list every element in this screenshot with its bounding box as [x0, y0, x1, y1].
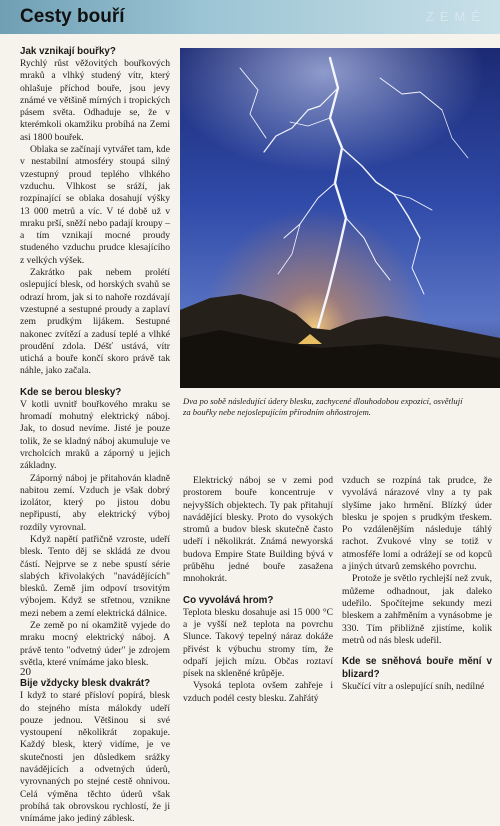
- paragraph: Když napětí patřičně vzroste, udeří blesk. Tento děj se skládá ze dvou částí. Nejprve se z nebe spustí série slabých křivolakých "navádějících" blesků. Země jim odpoví trsovitým výbojem. Když se střetnou, vznikne mezi nebem a zemí elektrická dálnice.: [20, 533, 170, 619]
- paragraph: Vysoká teplota ovšem zahřeje i vzduch podél cesty blesku. Zahřátý: [183, 680, 333, 704]
- paragraph: Teplota blesku dosahuje asi 15 000 °C a je vyšší než teplota na povrchu Slunce. Takový tepelný náraz dokáže přivést k výbuchu stromy tím, že odpaří jejich mízu. Občas roztaví písek na skleněné krůpěje.: [183, 606, 333, 680]
- lightning-illustration: [180, 48, 500, 388]
- column-middle: [183, 475, 333, 705]
- paragraph: I když to staré přísloví popírá, blesk do stejného místa málokdy udeří pouze jednou. Většinou si své vystoupení několikrát zopakuje. Každý blesk, který vidíme, je ve skutečnosti jen důsledkem srážky navádějících a odvetných úderů, vyrovnaných po stejné cestě ohnivou. Celá výměna těchto úderů však probíhá tak obrovskou rychlostí, že ji vnímáme jako jediný záblesk.: [20, 690, 170, 825]
- paragraph: Záporný náboj je přitahován kladně nabitou zemí. Vzduch je však dobrý izolátor, který po jistou dobu nepřipustí, aby elektrický výboj rozdíly vyrovnal.: [20, 472, 170, 533]
- paragraph: Rychlý růst věžovitých bouřkových mraků a vlhký studený vítr, který ohlašuje příchod bouře, jsou jevy známé ve většině mírných i tropických pásem světa. Odhaduje se, že v kterémkoli okamžiku probíhá na Zemi asi 1800 bouřek.: [20, 58, 170, 143]
- heading-where-lightning-comes-from: Kde se berou blesky?: [20, 386, 122, 398]
- paragraph: Zakrátko pak nebem prolétí oslepující blesk, od horských svahů se odrazí hrom, jak si to nahoře rozdávají vzestupné a sestupné proudy a zaplaví zem prudkým lijákem. Sestupné nakonec zvítězí a zadusí teplé a vlhké proudění zdola. Déšť ustává, vítr utichá a bouře končí skoro právě tak náhle, jako začala.: [20, 267, 170, 377]
- heading-what-causes-thunder: Co vyvolává hrom?: [183, 594, 274, 606]
- ghost-header: ZEMĚ: [425, 9, 486, 24]
- paragraph: vzduch se rozpíná tak prudce, že vyvolává nárazové vlny a ty pak slyšíme jako hrmění. Blízký úder blesku je spojen s prudkým třeskem. Po vzdálenějším následuje táhlý rachot. Zvukové vlny se totiž v atmosféře lomí a odrážejí se od kopců a jiných útvarů zemského povrchu.: [342, 475, 492, 573]
- page-title: Cesty bouří: [20, 6, 125, 27]
- heading-blizzard: Kde se sněhová bouře mění v blizard?: [342, 656, 492, 681]
- photo-caption: Dva po sobě následující údery blesku, zachycené dlouhodobou expozicí, osvětlují za bouřky nebe nejoslepujícím přírodním ohňostrojem.: [183, 396, 463, 417]
- paragraph: V kotli uvnitř bouřkového mraku se hromadí mohutný elektrický náboj. Jak, to dosud nevíme. Jisté je pouze tolik, že se kladný náboj akumuluje ve vrcholcích mraků a záporný u jejich základny.: [20, 398, 170, 472]
- paragraph: Protože je světlo rychlejší než zvuk, můžeme odhadnout, jak daleko udeřilo. Spočítejme sekundy mezi bleskem a zahřměním a vynásobme je 330. Tím přibližně zjistíme, kolik metrů od nás blesk udeřil.: [342, 573, 492, 646]
- lightning-photo: [180, 48, 500, 388]
- paragraph: Oblaka se začínají vytvářet tam, kde v nestabilní atmosféry stoupá silný vzestupný proud teplého vlhkého vzduchu. Vlhkost se sráží, jak rozpínající se oblaka dosahují výšky 13 000 metrů a víc. V té době už v mraku prší, sněží nebo padají kroupy – a tím vznikají mocné proudy studeného vzduchu prudce klesajícího z velkých výšek.: [20, 144, 170, 266]
- paragraph: Ze země po ní okamžitě vyjede do mraku mocný elektrický náboj. A právě tento "odvetný úder" je zdrojem světla, které vnímáme jako blesk.: [20, 620, 170, 668]
- paragraph: Elektrický náboj se v zemi pod prostorem bouře koncentruje v nejvyšších objektech. Ty pak přitahují navádějící blesky. Proto do vysokých stromů a budov blesk skutečně často udeří i několikrát. Známá newyorská budova Empire State Building bývá v průběhu jedné bouře zasažena mnohokrát.: [183, 475, 333, 585]
- heading-how-storms-form: Jak vznikají bouřky?: [20, 46, 116, 57]
- title-band: [0, 0, 500, 34]
- paragraph: Skučící vítr a oslepující sníh, nedílné: [342, 681, 485, 693]
- page-number: 20: [20, 666, 31, 678]
- heading-does-lightning-strike-twice: Bije vždycky blesk dvakrát?: [20, 678, 151, 690]
- column-right: [342, 475, 492, 693]
- column-left: [20, 45, 170, 826]
